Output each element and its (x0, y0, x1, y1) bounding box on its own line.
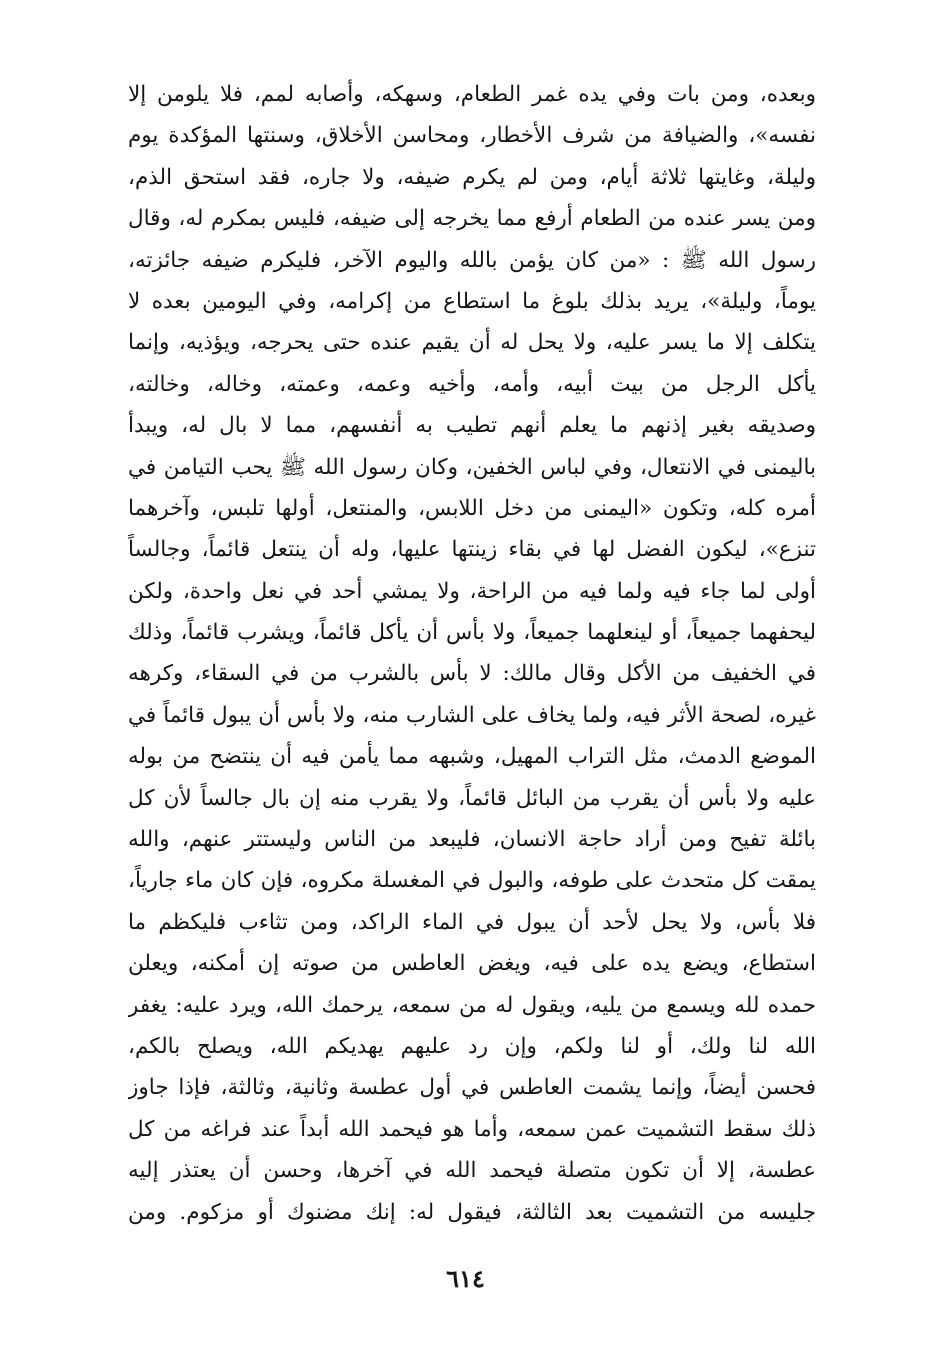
text-line: وبعده، ومن بات وفي يده غمر الطعام، وسهكه، وأصابه لمم، فلا يلومن إلا (128, 82, 816, 107)
text-line: وليلة، وغايتها ثلاثة أيام، ومن لم يكرم ضيفه، ولا جاره، فقد استحق الذم، (128, 164, 816, 190)
text-line: الموضع الدمث، مثل التراب المهيل، وشبهه مما يأمن فيه أن ينتضح من بوله (128, 744, 816, 770)
text-line: أولى لما جاء فيه ولما فيه من الراحة، ولا يمشي أحد في نعل واحدة، ولكن (128, 578, 816, 604)
text-line: حمده لله ويسمع من يليه، ويقول له من سمعه، يرحمك الله، ويرد عليه: يغفر (128, 992, 816, 1018)
text-line: جليسه من التشميت بعد الثالثة، فيقول له: إنك مضنوك أو مزكوم. ومن (128, 1199, 816, 1225)
text-line: أمره كله، وتكون «اليمنى من دخل اللابس، والمنتعل، أولها تلبس، وآخرهما (128, 495, 816, 521)
text-line: غيره، لصحة الأثر فيه، ولما يخاف على الشارب منه، ولا بأس أن يبول قائماً في (128, 702, 816, 728)
text-line: الله لنا ولك، أو لنا ولكم، وإن رد عليهم يهديكم الله، ويصلح بالكم، (128, 1033, 816, 1059)
text-line: ومن يسر عنده من الطعام أرفع مما يخرجه إلى ضيفه، فليس بمكرم له، وقال (128, 206, 816, 232)
text-line: عليه ولا بأس أن يقرب من البائل قائماً، ولا يقرب منه إن بال جالساً لأن كل (128, 785, 816, 811)
text-line: في الخفيف من الأكل وقال مالك: لا بأس بالشرب من في السقاء، وكرهه (128, 661, 816, 687)
text-line: يأكل الرجل من بيت أبيه، وأمه، وأخيه وعمه، وعمته، وخاله، وخالته، (128, 371, 816, 397)
text-line: يتكلف إلا ما يسر عليه، ولا يحل له أن يقيم عنده حتى يحرجه، ويؤذيه، وإنما (128, 330, 816, 356)
text-line: فحسن أيضاً، وإنما يشمت العاطس في أول عطسة وثانية، وثالثة، فإذا جاوز (128, 1075, 816, 1101)
text-line: يوماً، وليلة»، يريد بذلك بلوغ ما استطاع من إكرامه، وفي اليومين بعده لا (128, 288, 816, 314)
text-line: بائلة تفيح ومن أراد حاجة الانسان، فليبعد من الناس وليستتر عنهم، والله (128, 827, 816, 853)
text-line: ليحفهما جميعاً، أو لينعلهما جميعاً، ولا بأس أن يأكل قائماً، ويشرب قائماً، وذلك (128, 620, 816, 646)
text-line: استطاع، ويضع يده على فيه، ويغض العاطس من صوته إن أمكنه، ويعلن (128, 951, 816, 977)
body-text (128, 74, 816, 1233)
text-line: عطسة، إلا أن تكون متصلة فيحمد الله في آخرها، وحسن أن يعتذر إليه (128, 1158, 816, 1184)
text-line: تنزع»، ليكون الفضل لها في بقاء زينتها عليها، وله أن ينتعل قائماً، وجالساً (128, 537, 816, 563)
text-line: يمقت كل متحدث على طوفه، والبول في المغسلة مكروه، فإن كان ماء جارياً، (128, 868, 816, 894)
text-line: باليمنى في الانتعال، وفي لباس الخفين، وكان رسول الله ﷺ يحب التيامن في (128, 454, 816, 480)
text-line: نفسه»، والضيافة من شرف الأخطار، ومحاسن الأخلاق، وسنتها المؤكدة يوم (128, 123, 816, 149)
text-line: ذلك سقط التشميت عمن سمعه، وأما هو فيحمد الله أبداً عند فراغه من كل (128, 1116, 816, 1142)
text-line: وصديقه بغير إذنهم ما يعلم أنهم تطيب به أنفسهم، مما لا بال له، ويبدأ (128, 413, 816, 439)
page-number: ٦١٤ (446, 1264, 485, 1293)
text-line: فلا بأس، ولا يحل لأحد أن يبول في الماء الراكد، ومن تثاءب فليكظم ما (128, 909, 816, 935)
text-line: رسول الله ﷺ : «من كان يؤمن بالله واليوم الآخر، فليكرم ضيفه جائزته، (128, 247, 816, 273)
